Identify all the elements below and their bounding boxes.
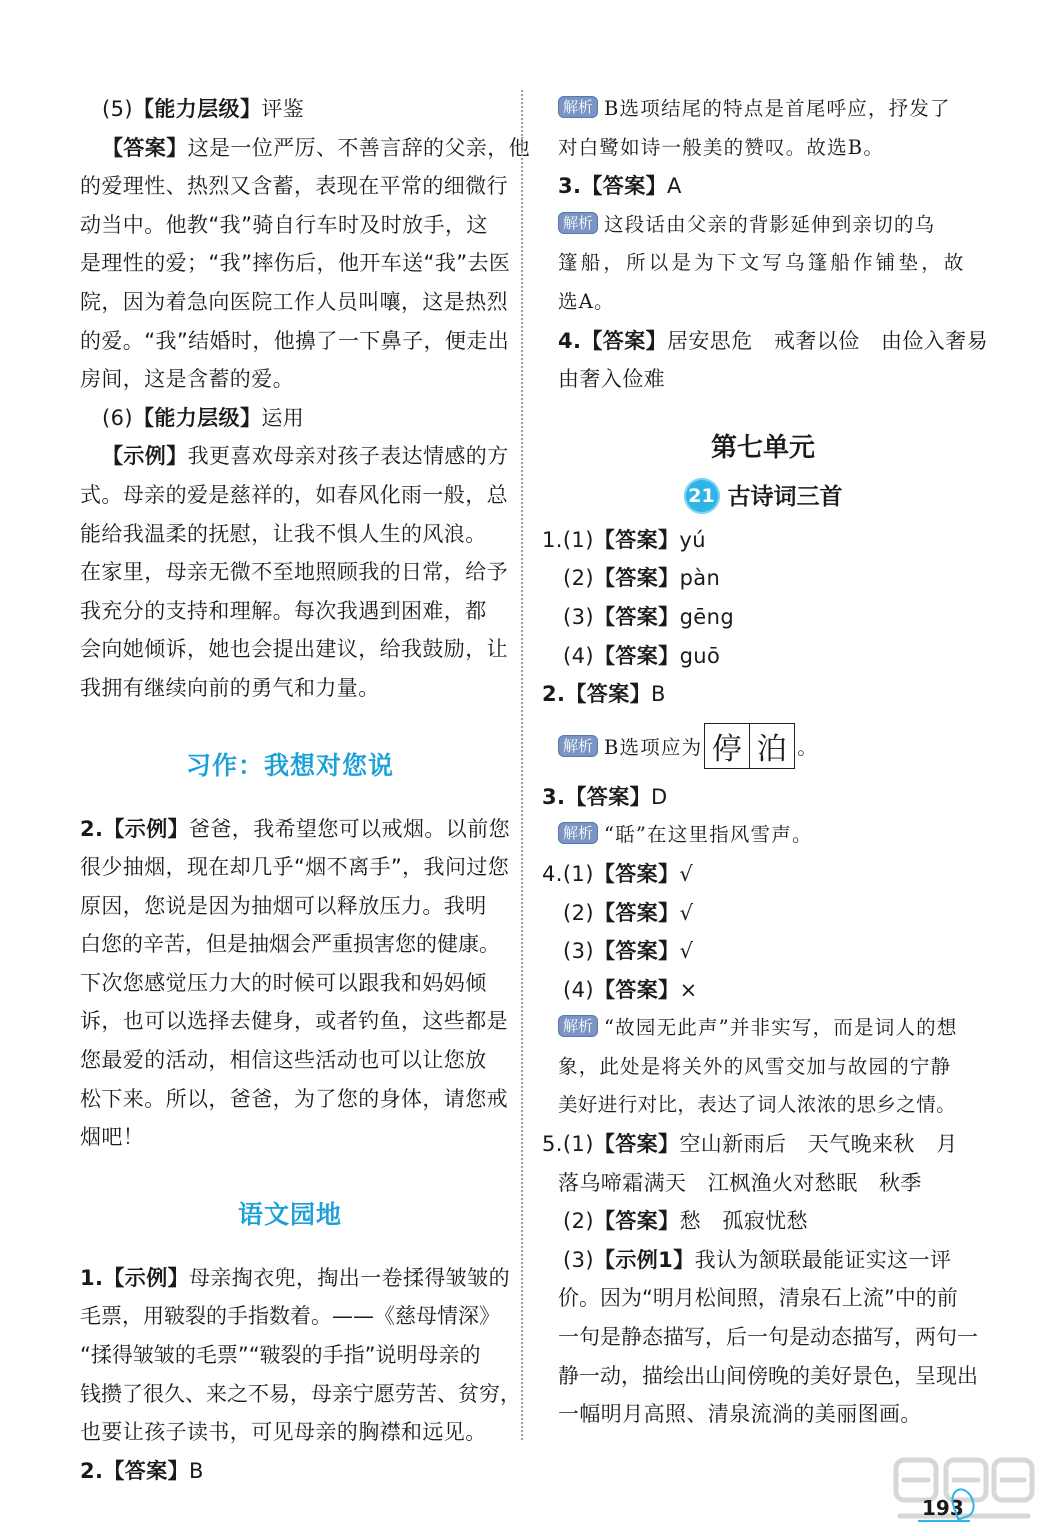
analysis-line: 篷船，所以是为下文写乌篷船作铺垫，故 [558,251,967,275]
answer-line: (3)【答案】√ [563,939,694,964]
q5-answer-line: 【答案】这是一位严厉、不善言辞的父亲，他 [102,135,531,160]
writing-example-line: 您最爱的活动，相信这些活动也可以让您放 [80,1048,487,1073]
q6-header: (6)【能力层级】运用 [102,405,305,430]
answer-line: (2)【答案】pàn [563,566,721,591]
lesson-number-badge: 21 [684,478,720,514]
analysis-tag: 解析 [558,96,598,118]
answer-line: 一幅明月高照、清泉流淌的美丽图画。 [558,1402,922,1427]
char-box: 停 [711,731,743,767]
tianzige-boxes [704,723,795,769]
analysis-line: 解析 “故园无此声”并非实写，而是词人的想 [558,1009,968,1048]
q5-answer-line: 的爱。“我”结婚时，他擤了一下鼻子，便走出 [80,328,510,353]
q5-answer-line: 动当中。他教“我”骑自行车时及时放手，这 [80,212,488,237]
q6-example-line: 【示例】我更喜欢母亲对孩子表达情感的方 [102,444,509,469]
garden-example-line: 钱攒了很久、来之不易，母亲宁愿劳苦、贫穷， [80,1381,521,1406]
answer-line: 3.【答案】A [558,174,682,199]
right-column [542,90,988,1434]
analysis-line: 解析 B选项应为 停 泊 。 [558,714,968,778]
answer-line: 5.(1)【答案】空山新雨后 天气晚来秋 月 [542,1132,958,1157]
analysis-line: 解析 这段话由父亲的背影延伸到亲切的乌 [558,206,968,245]
answer-line: 由奢入俭难 [558,367,665,392]
section-title-writing: 习作：我想对您说 [185,750,394,780]
answer-line: (4)【答案】guō [563,643,721,668]
writing-example-line: 烟吧！ [80,1125,145,1150]
q5-header: (5)【能力层级】评鉴 [102,97,305,121]
q5-answer-line: 房间，这是含蓄的爱。 [80,367,294,392]
answer-line: 2.【答案】B [542,682,666,707]
answer-line: 静一动，描绘出山间傍晚的美好景色，呈现出 [558,1363,978,1388]
unit-title: 第七单元 [710,432,815,463]
analysis-line: 解析 “聒”在这里指风雪声。 [558,816,968,855]
answer-line: 落乌啼霜满天 江枫渔火对愁眠 秋季 [558,1170,922,1195]
char-box: 泊 [749,724,794,768]
analysis-line: 解析 B选项结尾的特点是首尾呼应，抒发了 [558,90,968,129]
answer-line: (2)【答案】√ [563,900,694,925]
q6-example-line: 我充分的支持和理解。每次我遇到困难，都 [80,598,487,623]
garden-example-line: 毛票，用皲裂的手指数着。——《慈母情深》 [80,1304,500,1329]
analysis-tag: 解析 [558,1015,598,1037]
left-column [80,90,531,1490]
garden-example-line: 1.【示例】母亲掏衣兜，掏出一卷揉得皱皱的 [80,1265,510,1290]
analysis-line: 选A。 [558,289,615,313]
q6-example-line: 在家里，母亲无微不至地照顾我的日常，给予 [80,560,508,585]
writing-example-line: 诉，也可以选择去健身，或者钓鱼，这些都是 [80,1009,508,1034]
garden-example-line: 也要让孩子读书，可见母亲的胸襟和远见。 [80,1420,487,1445]
q6-example-line: 会向她倾诉，她也会提出建议，给我鼓励，让 [80,637,508,662]
column-divider [521,90,523,1440]
writing-example-line: 松下来。所以，爸爸，为了您的身体，请您戒 [80,1086,508,1111]
answer-line: (4)【答案】× [563,977,698,1002]
analysis-line: 象，此处是将关外的风雪交加与故园的宁静 [558,1054,952,1078]
analysis-tag: 解析 [558,735,598,757]
writing-example-line: 很少抽烟，现在却几乎“烟不离手”，我问过您 [80,855,510,880]
answer-line: (3)【示例1】我认为颔联最能证实这一评 [563,1247,952,1272]
answer-line: 价。因为“明月松间照，清泉石上流”中的前 [558,1286,958,1311]
answer-line: (3)【答案】gēng [563,604,735,629]
page-number: 193 [918,1496,970,1522]
answer-line: 1.(1)【答案】yú [542,527,706,552]
writing-example-line: 2.【示例】爸爸，我希望您可以戒烟。以前您 [80,816,510,841]
writing-example-line: 白您的辛苦，但是抽烟会严重损害您的健康。 [80,932,500,957]
answer-line: 3.【答案】D [542,784,668,809]
garden-answer-line: 2.【答案】B [80,1458,204,1483]
q6-example-line: 我拥有继续向前的勇气和力量。 [80,675,380,700]
section-title-garden: 语文园地 [237,1199,342,1229]
analysis-tag: 解析 [558,822,598,844]
analysis-line: 对白鹭如诗一般美的赞叹。故选B。 [558,135,885,159]
writing-example-line: 下次您感觉压力大的时候可以跟我和妈妈倾 [80,970,487,995]
q5-answer-line: 的爱理性、热烈又含蓄，表现在平常的细微行 [80,174,508,199]
answer-line: 4.(1)【答案】√ [542,861,694,886]
analysis-tag: 解析 [558,212,598,234]
answer-line: 4.【答案】居安思危 戒奢以俭 由俭入奢易 [558,328,988,353]
garden-example-line: “揉得皱皱的毛票”“皲裂的手指”说明母亲的 [80,1343,481,1368]
q5-answer-line: 院，因为着急向医院工作人员叫嚷，这是热烈 [80,289,508,314]
analysis-line: 美好进行对比，表达了词人浓浓的思乡之情。 [558,1093,957,1117]
q6-example-line: 能给我温柔的抚慰，让我不惧人生的风浪。 [80,521,487,546]
lesson-title: 21 古诗词三首 [558,473,968,521]
answer-line: 一句是静态描写，后一句是动态描写，两句一 [558,1325,978,1350]
writing-example-line: 原因，您说是因为抽烟可以释放压力。我明 [80,893,487,918]
answer-line: (2)【答案】愁 孤寂忧愁 [563,1209,808,1234]
q5-answer-line: 是理性的爱；“我”摔伤后，他开车送“我”去医 [80,251,511,276]
q6-example-line: 式。母亲的爱是慈祥的，如春风化雨一般，总 [80,482,508,507]
